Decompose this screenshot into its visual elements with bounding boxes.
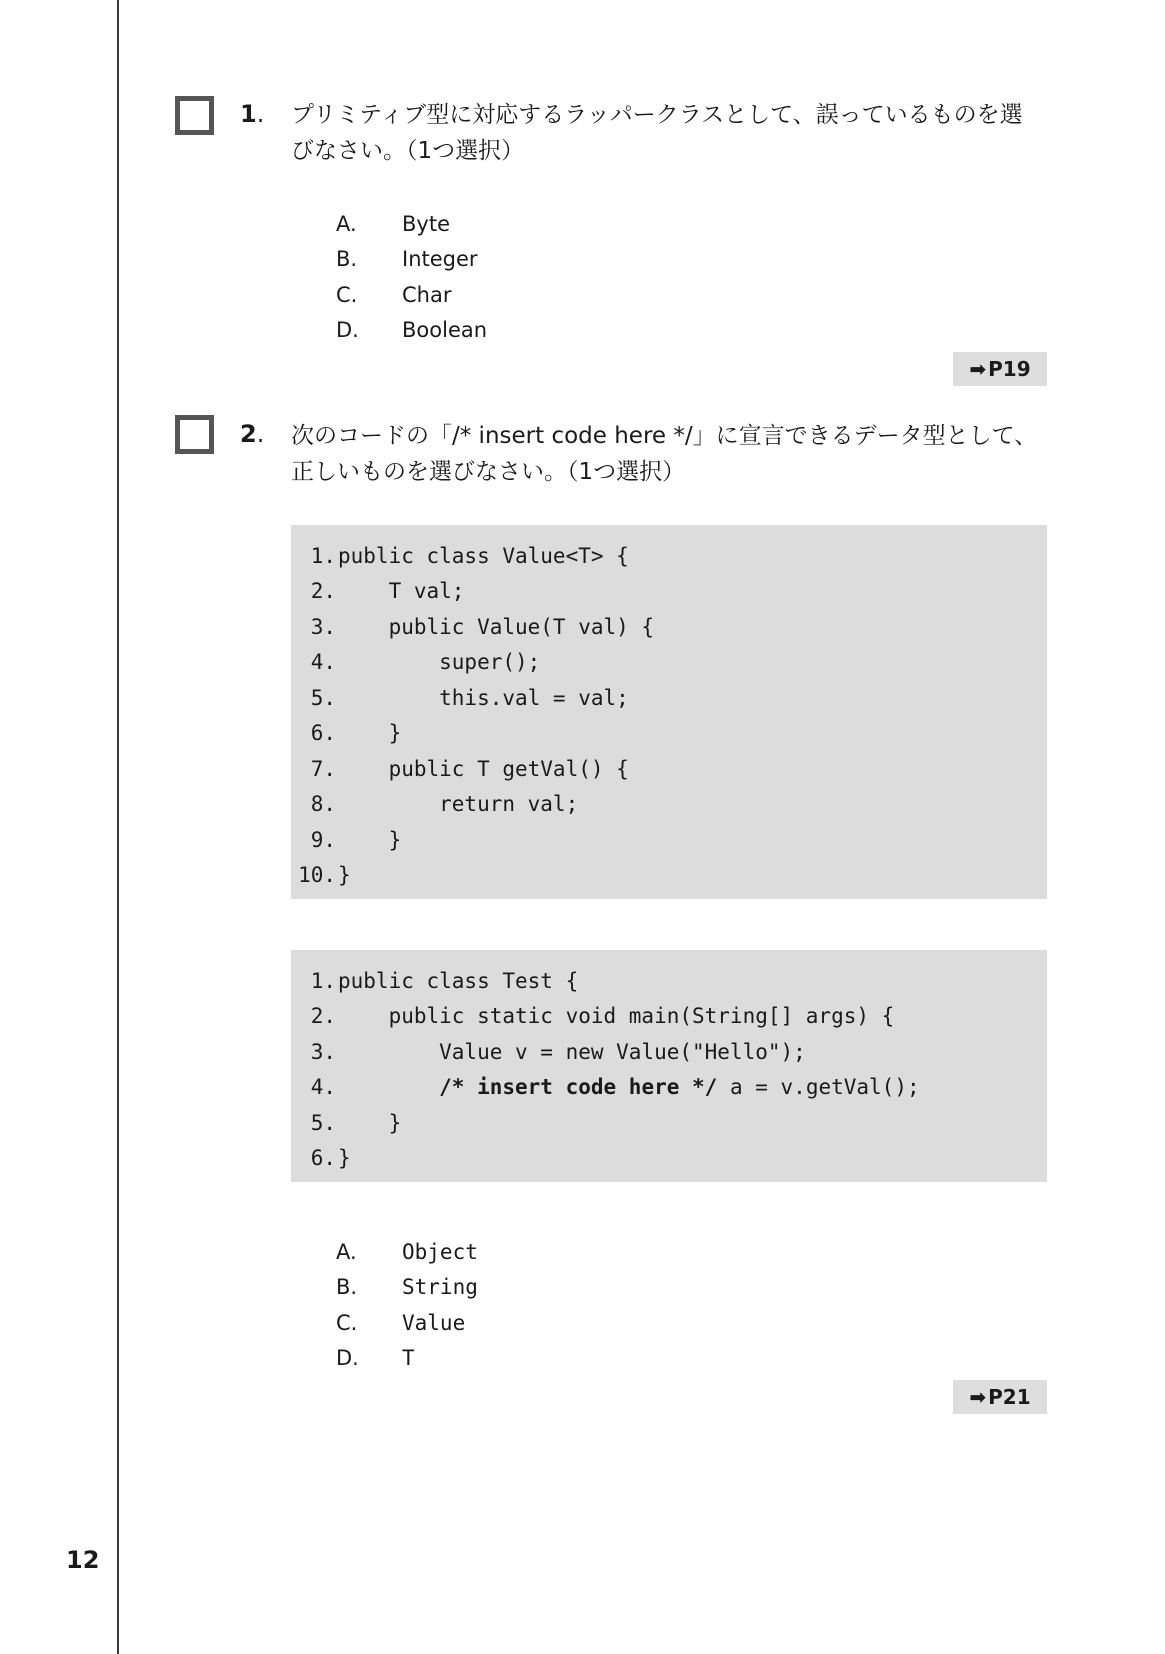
option-text: Byte [402,211,450,236]
option-letter: D. [336,1346,359,1371]
line-number: 5. [310,685,336,710]
line-number: 1. [310,968,336,993]
code-line [291,645,1047,681]
right-arrow-icon: ➡ [969,357,987,381]
option-text: Boolean [402,318,488,343]
question-2-number: 2. [240,420,265,448]
option-a[interactable] [336,206,487,242]
option-letter: B. [336,247,358,272]
code-text: } [338,721,402,746]
option-b[interactable] [336,242,487,278]
line-number: 2. [310,579,336,604]
line-number: 4. [310,650,336,675]
code-line [291,1070,1047,1106]
line-number: 8. [310,792,336,817]
code-text: public T getVal() { [338,756,629,781]
page-number: 12 [66,1546,100,1574]
code-text: this.val = val; [338,685,629,710]
code-line [291,574,1047,610]
code-text: public Value(T val) { [338,614,655,639]
question-number-value: 2 [240,420,257,448]
line-number: 9. [310,827,336,852]
option-text: Value [402,1310,466,1335]
option-c[interactable] [336,1305,478,1341]
option-letter: A. [336,1239,357,1264]
option-d[interactable] [336,1341,478,1377]
line-number: 7. [310,756,336,781]
code-text: T val; [338,579,465,604]
question-2-text: 次のコードの「/* insert code here */」に宣言できるデータ型として、 正しいものを選びなさい。（1つ選択） [291,423,1038,485]
code-block-value-class [291,525,1047,899]
option-letter: C. [336,1310,358,1335]
option-letter: B. [336,1275,358,1300]
line-number: 2. [310,1004,336,1029]
code-text: Value v = new Value("Hello"); [338,1039,806,1064]
question-1-checkbox[interactable] [175,96,214,135]
option-a[interactable] [336,1234,478,1270]
question-number-value: 1 [240,100,257,128]
code-line [291,716,1047,752]
code-text: public class Test { [338,968,579,993]
code-line [291,858,1047,894]
code-line [291,822,1047,858]
option-text: Char [402,282,452,307]
code-line [291,999,1047,1035]
question-1-text: プリミティブ型に対応するラッパークラスとして、誤っているものを選 びなさい。（1つ選択） [291,102,1023,164]
code-line [291,1141,1047,1177]
insert-code-placeholder: /* insert code here */ [439,1075,718,1100]
line-number: 1. [310,543,336,568]
option-c[interactable] [336,277,487,313]
question-2-options [336,1234,478,1376]
margin-rule [117,0,119,1654]
reference-page: P21 [988,1385,1031,1409]
question-1-options [336,206,487,348]
option-text: Integer [402,247,478,272]
code-prefix [338,1075,439,1099]
question-2-checkbox[interactable] [175,415,214,454]
code-line [291,963,1047,999]
code-text: } [338,1110,402,1135]
option-letter: A. [336,211,357,236]
code-text: } [338,1146,351,1171]
code-text: } [338,827,402,852]
line-number: 6. [310,1146,336,1171]
code-line [291,787,1047,823]
code-text: public static void main(String[] args) { [338,1004,895,1029]
code-line [291,680,1047,716]
code-line [291,751,1047,787]
option-letter: C. [336,282,358,307]
option-b[interactable] [336,1270,478,1306]
code-block-test-class [291,950,1047,1182]
option-text: String [402,1275,478,1300]
code-line [291,609,1047,645]
question-1-number: 1. [240,100,265,128]
code-text [338,1075,920,1099]
code-text: super(); [338,650,541,675]
reference-badge-q2[interactable] [953,1380,1047,1414]
code-line [291,538,1047,574]
code-text: } [338,863,351,888]
option-text: T [402,1346,415,1371]
code-suffix: a = v.getVal(); [717,1075,920,1100]
option-d[interactable] [336,313,487,349]
code-text: return val; [338,792,579,817]
line-number: 4. [310,1075,336,1100]
line-number: 5. [310,1110,336,1135]
line-number: 10. [298,863,336,888]
code-line [291,1034,1047,1070]
code-line [291,1105,1047,1141]
option-text: Object [402,1239,478,1264]
code-text: public class Value<T> { [338,543,629,568]
line-number: 6. [310,721,336,746]
option-letter: D. [336,318,359,343]
line-number: 3. [310,1039,336,1064]
right-arrow-icon: ➡ [969,1385,987,1409]
reference-page: P19 [988,357,1031,381]
line-number: 3. [310,614,336,639]
reference-badge-q1[interactable] [953,352,1047,386]
